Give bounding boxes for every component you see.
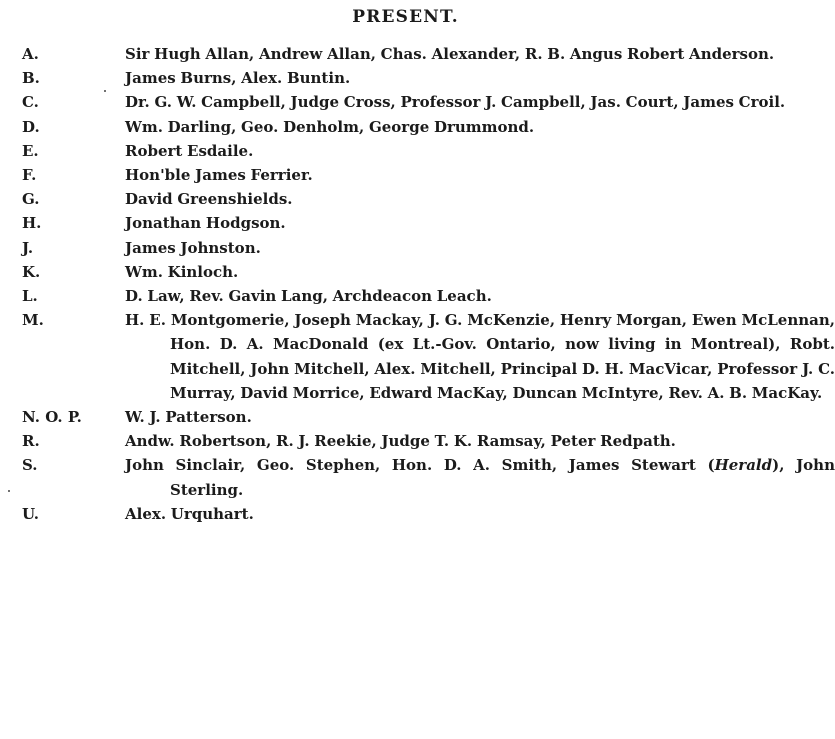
group-names: David Greenshields. xyxy=(125,190,293,209)
group-letter: G. xyxy=(22,190,40,209)
names-text: John Sinclair, Geo. Stephen, Hon. D. A. Smith, James Stewart ( xyxy=(125,456,715,475)
group-letter: B. xyxy=(22,69,40,88)
attendee-group-u xyxy=(0,502,811,526)
attendee-group-d xyxy=(0,115,811,139)
group-names: Sir Hugh Allan, Andrew Allan, Chas. Alexander, R. B. Angus Robert Anderson. xyxy=(125,45,775,63)
group-letter: C. xyxy=(22,93,39,112)
group-names: D. Law, Rev. Gavin Lang, Archdeacon Leach. xyxy=(125,287,492,306)
group-names: Hon'ble James Ferrier. xyxy=(125,166,313,185)
attendee-group-f xyxy=(0,163,811,187)
attendee-list xyxy=(0,42,835,526)
group-letter: R. xyxy=(22,432,40,451)
group-letter: M. xyxy=(22,311,44,330)
group-letter: S. xyxy=(22,456,38,475)
attendee-group-b xyxy=(0,66,811,90)
attendee-group-l xyxy=(0,284,811,308)
group-letter: D. xyxy=(22,117,40,136)
attendee-group-g xyxy=(0,187,811,211)
group-names: W. J. Patterson. xyxy=(125,408,252,427)
group-names: Jonathan Hodgson. xyxy=(125,214,286,233)
group-names: Andw. Robertson, R. J. Reekie, Judge T. K. Ramsay, Peter Redpath. xyxy=(125,432,676,451)
attendee-group-a xyxy=(0,42,811,66)
group-letter: L. xyxy=(22,287,38,306)
group-names: Wm. Kinloch. xyxy=(125,262,239,281)
group-letter: H. xyxy=(22,214,42,233)
group-names: Wm. Darling, Geo. Denholm, George Drummond. xyxy=(125,117,535,136)
group-letter: N. O. P. xyxy=(22,408,82,427)
attendee-group-s xyxy=(0,453,835,501)
attendee-group-m xyxy=(0,308,835,405)
group-letter: F. xyxy=(22,166,37,185)
group-letter: A. xyxy=(22,45,39,63)
newspaper-name: Herald xyxy=(714,456,773,475)
group-names: Dr. G. W. Campbell, Judge Cross, Professor J. Campbell, Jas. Court, James Croil. xyxy=(125,93,786,112)
attendee-group-nop xyxy=(0,405,811,429)
page-title: PRESENT. xyxy=(352,7,459,27)
attendee-group-k xyxy=(0,260,811,284)
attendee-group-e xyxy=(0,139,811,163)
group-names: James Johnston. xyxy=(125,238,261,257)
group-letter: U. xyxy=(22,504,39,523)
group-names: Alex. Urquhart. xyxy=(125,504,254,523)
attendee-group-c xyxy=(0,90,811,114)
attendee-group-r xyxy=(0,429,811,453)
group-names: H. E. Montgomerie, Joseph Mackay, J. G. McKenzie, Henry Morgan, Ewen McLennan, Hon. D. A. MacDonald (ex Lt.-Gov. Ontario, now living in Montreal), Robt. Mitchell, John Mitchell, Alex. Mitchell, Principal D. H. MacVicar, Professor J. C. Murray, David Morrice, Edward MacKay, Duncan McIntyre, Rev. A. B. MacKay. xyxy=(125,311,835,402)
group-names: James Burns, Alex. Buntin. xyxy=(125,69,351,88)
names-text: ), John Sterling. xyxy=(170,456,835,499)
attendee-group-h xyxy=(0,211,811,235)
group-letter: E. xyxy=(22,141,39,160)
group-names xyxy=(125,453,835,501)
group-names: Robert Esdaile. xyxy=(125,141,254,160)
group-letter: K. xyxy=(22,262,41,281)
group-letter: J. xyxy=(22,238,34,257)
attendee-group-j xyxy=(0,236,811,260)
